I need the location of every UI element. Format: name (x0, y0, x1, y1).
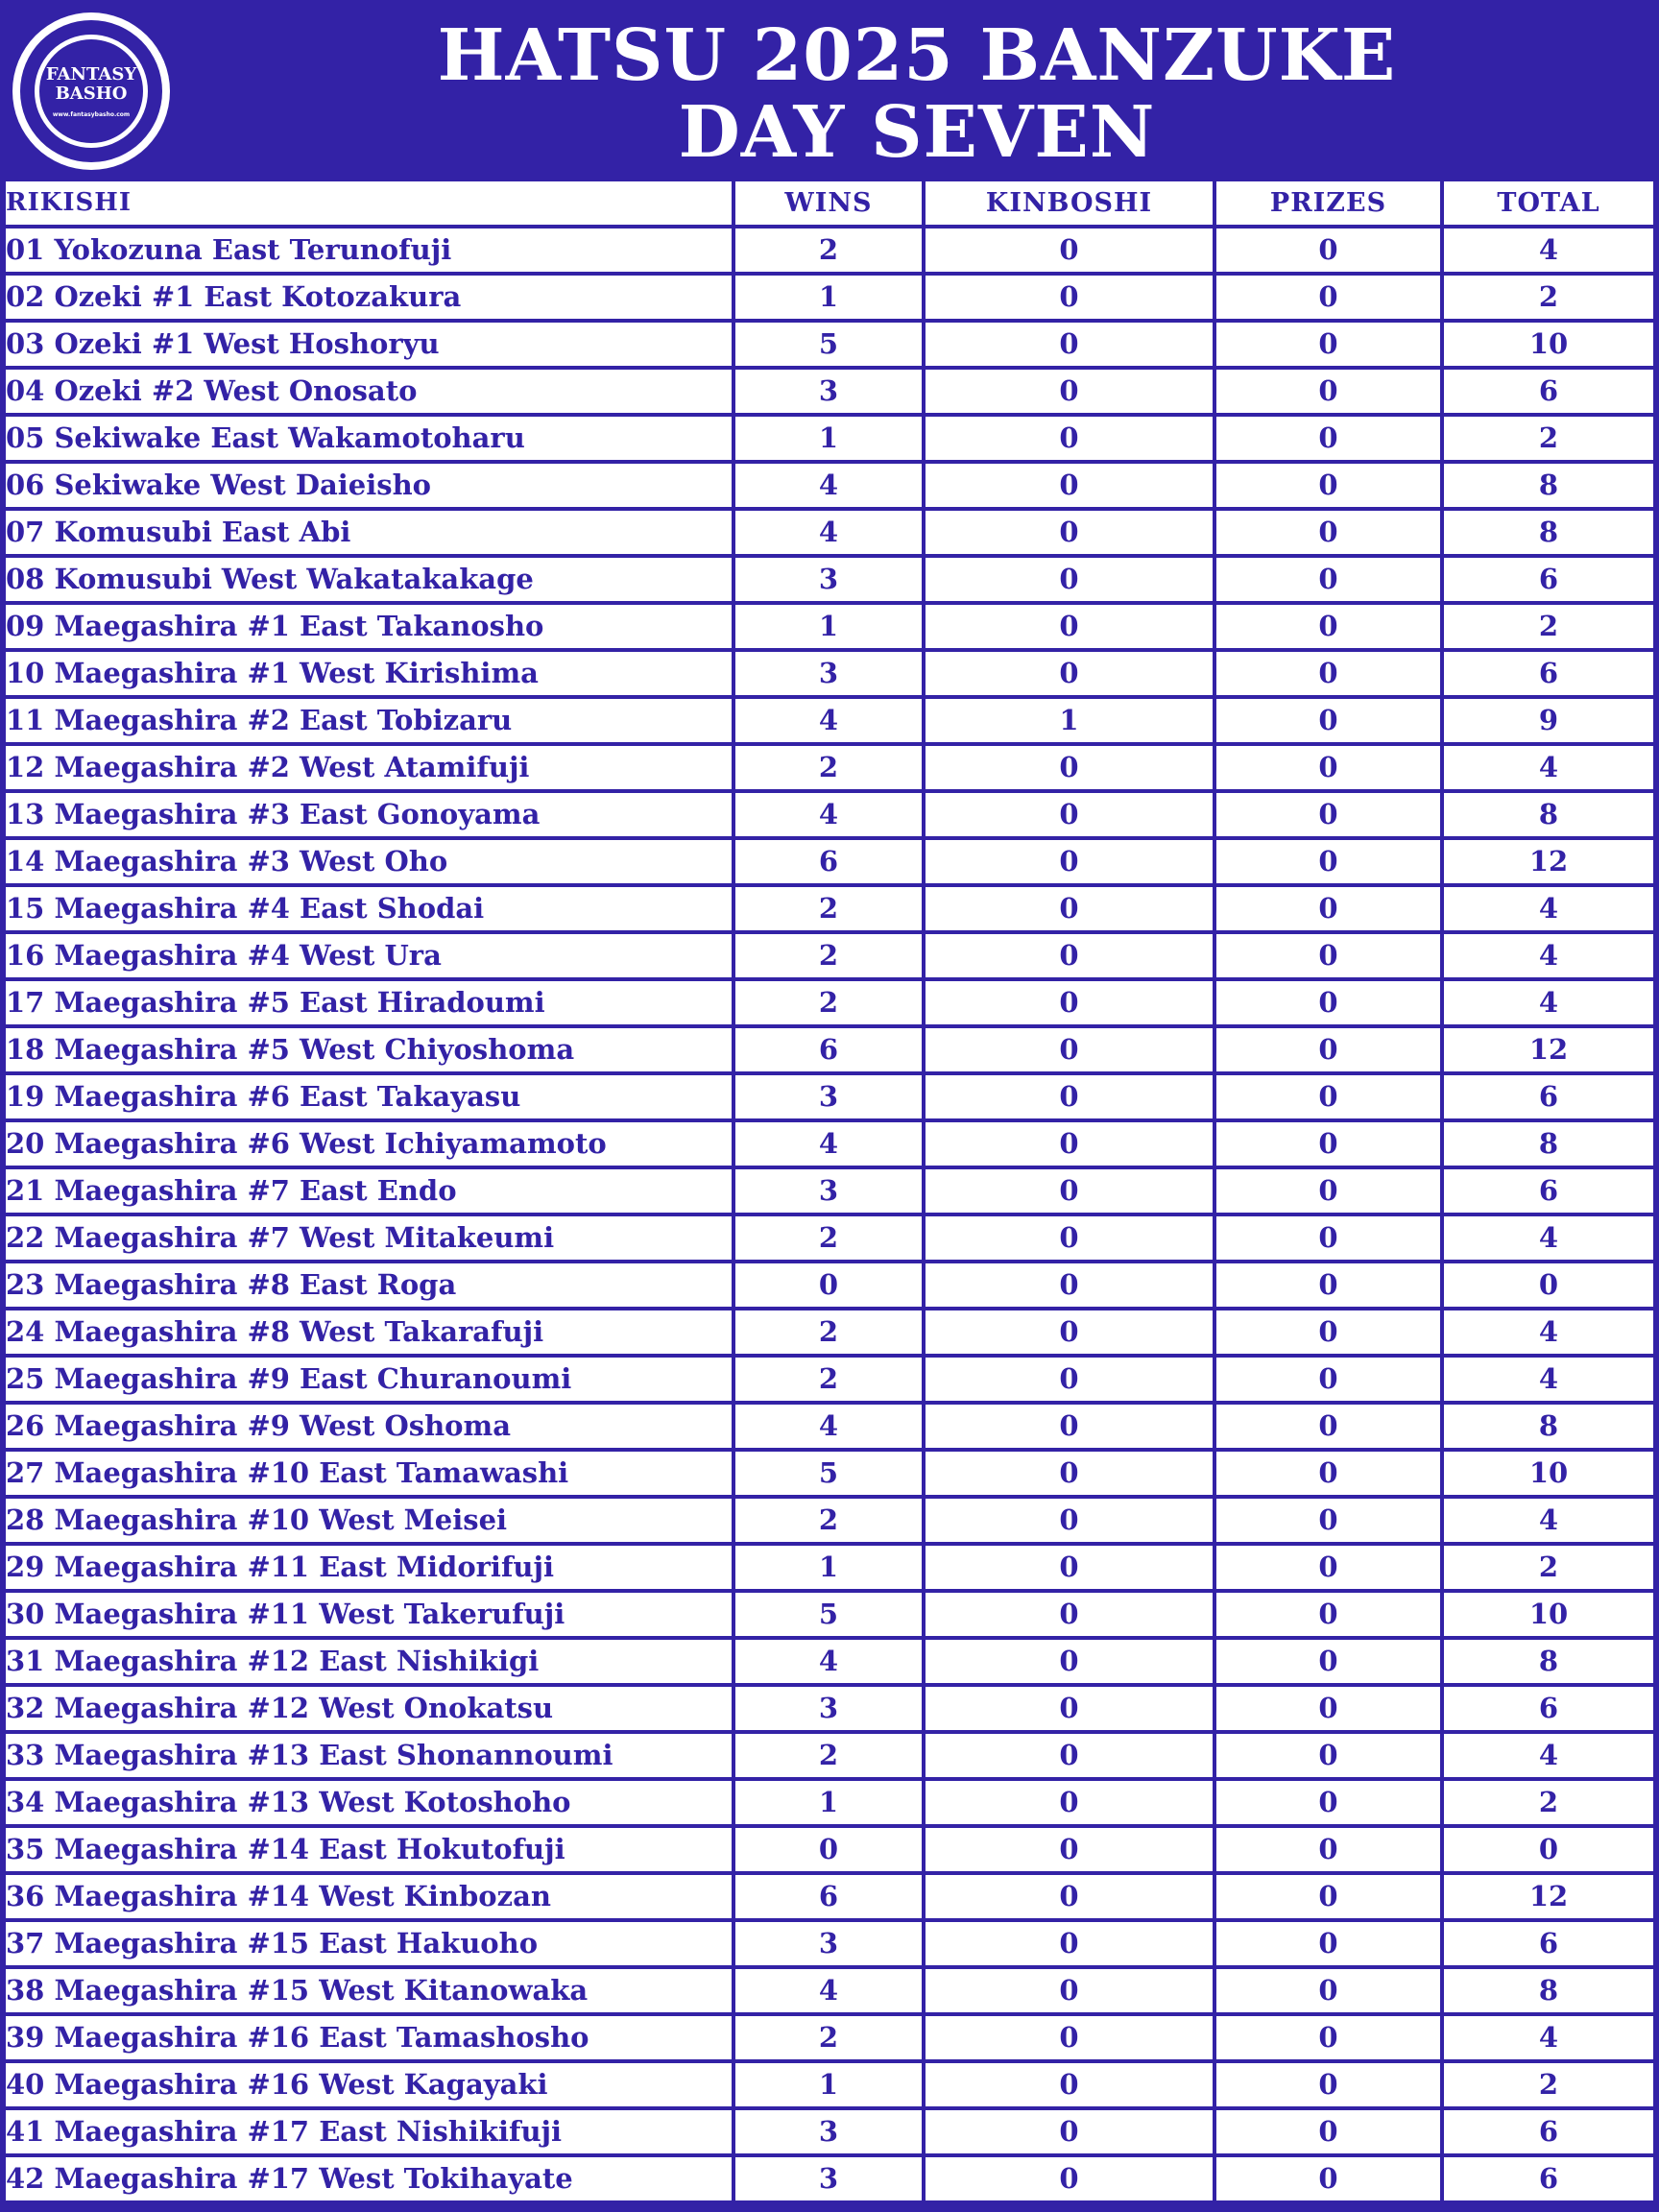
prizes-cell: 0 (1216, 981, 1440, 1024)
kinboshi-cell: 0 (926, 370, 1213, 413)
total-cell: 2 (1444, 2063, 1653, 2106)
wins-cell: 4 (735, 699, 922, 742)
total-cell: 4 (1444, 934, 1653, 977)
banzuke-table (0, 178, 1659, 2199)
prizes-cell: 0 (1216, 464, 1440, 507)
kinboshi-cell: 0 (926, 464, 1213, 507)
title-line-1: HATSU 2025 BANZUKE (437, 14, 1397, 97)
rikishi-cell: 42 Maegashira #17 West Tokihayate (6, 2157, 732, 2200)
wins-cell: 4 (735, 1405, 922, 1448)
total-cell: 2 (1444, 417, 1653, 460)
table-row (0, 1169, 1659, 1213)
kinboshi-cell: 0 (926, 1263, 1213, 1307)
total-cell: 10 (1444, 323, 1653, 366)
table-row (0, 746, 1659, 789)
wins-cell: 1 (735, 276, 922, 319)
wins-cell: 2 (735, 887, 922, 930)
total-cell: 8 (1444, 1640, 1653, 1683)
rikishi-cell: 21 Maegashira #7 East Endo (6, 1169, 732, 1213)
wins-cell: 1 (735, 605, 922, 648)
kinboshi-cell: 0 (926, 1358, 1213, 1401)
rikishi-cell: 05 Sekiwake East Wakamotoharu (6, 417, 732, 460)
table-row (0, 1969, 1659, 2012)
table-row (0, 370, 1659, 413)
kinboshi-cell: 0 (926, 981, 1213, 1024)
rikishi-cell: 35 Maegashira #14 East Hokutofuji (6, 1828, 732, 1871)
table-row (0, 1452, 1659, 1495)
wins-cell: 2 (735, 1734, 922, 1777)
prizes-cell: 0 (1216, 1734, 1440, 1777)
prizes-cell: 0 (1216, 1828, 1440, 1871)
rikishi-cell: 03 Ozeki #1 West Hoshoryu (6, 323, 732, 366)
total-cell: 4 (1444, 1216, 1653, 1260)
table-row (0, 2063, 1659, 2106)
wins-cell: 3 (735, 1169, 922, 1213)
prizes-cell: 0 (1216, 1310, 1440, 1354)
rikishi-cell: 34 Maegashira #13 West Kotoshoho (6, 1781, 732, 1824)
table-row (0, 323, 1659, 366)
table-row (0, 793, 1659, 836)
kinboshi-cell: 0 (926, 1969, 1213, 2012)
table-row (0, 699, 1659, 742)
table-row (0, 1310, 1659, 1354)
prizes-cell: 0 (1216, 1405, 1440, 1448)
prizes-cell: 0 (1216, 1546, 1440, 1589)
table-row (0, 1828, 1659, 1871)
logo-inner-circle (35, 35, 148, 148)
rikishi-cell: 22 Maegashira #7 West Mitakeumi (6, 1216, 732, 1260)
rikishi-cell: 33 Maegashira #13 East Shonannoumi (6, 1734, 732, 1777)
kinboshi-cell: 0 (926, 1781, 1213, 1824)
wins-cell: 1 (735, 1781, 922, 1824)
kinboshi-cell: 0 (926, 2110, 1213, 2153)
table-row (0, 1358, 1659, 1401)
wins-cell: 2 (735, 746, 922, 789)
table-row (0, 1499, 1659, 1542)
rikishi-cell: 40 Maegashira #16 West Kagayaki (6, 2063, 732, 2106)
rikishi-cell: 07 Komusubi East Abi (6, 511, 732, 554)
wins-cell: 1 (735, 417, 922, 460)
kinboshi-cell: 0 (926, 228, 1213, 272)
table-row (0, 1075, 1659, 1118)
total-cell: 0 (1444, 1828, 1653, 1871)
rikishi-cell: 11 Maegashira #2 East Tobizaru (6, 699, 732, 742)
wins-cell: 2 (735, 1358, 922, 1401)
kinboshi-cell: 0 (926, 1075, 1213, 1118)
prizes-cell: 0 (1216, 793, 1440, 836)
kinboshi-cell: 0 (926, 652, 1213, 695)
rikishi-cell: 23 Maegashira #8 East Roga (6, 1263, 732, 1307)
prizes-cell: 0 (1216, 1593, 1440, 1636)
prizes-cell: 0 (1216, 323, 1440, 366)
rikishi-cell: 16 Maegashira #4 West Ura (6, 934, 732, 977)
rikishi-cell: 19 Maegashira #6 East Takayasu (6, 1075, 732, 1118)
prizes-cell: 0 (1216, 1216, 1440, 1260)
prizes-cell: 0 (1216, 1687, 1440, 1730)
rikishi-cell: 28 Maegashira #10 West Meisei (6, 1499, 732, 1542)
column-header-prizes: PRIZES (1216, 181, 1440, 225)
rikishi-cell: 04 Ozeki #2 West Onosato (6, 370, 732, 413)
rikishi-cell: 14 Maegashira #3 West Oho (6, 840, 732, 883)
prizes-cell: 0 (1216, 1781, 1440, 1824)
prizes-cell: 0 (1216, 2110, 1440, 2153)
kinboshi-cell: 0 (926, 1452, 1213, 1495)
page-title (192, 14, 1642, 174)
table-row (0, 228, 1659, 272)
total-cell: 4 (1444, 2016, 1653, 2059)
total-cell: 4 (1444, 1499, 1653, 1542)
table-row (0, 605, 1659, 648)
rikishi-cell: 38 Maegashira #15 West Kitanowaka (6, 1969, 732, 2012)
column-header-total: TOTAL (1444, 181, 1653, 225)
total-cell: 8 (1444, 464, 1653, 507)
wins-cell: 5 (735, 1452, 922, 1495)
column-header-wins: WINS (735, 181, 922, 225)
total-cell: 8 (1444, 511, 1653, 554)
total-cell: 2 (1444, 1781, 1653, 1824)
wins-cell: 2 (735, 2016, 922, 2059)
prizes-cell: 0 (1216, 1028, 1440, 1071)
kinboshi-cell: 0 (926, 1640, 1213, 1683)
rikishi-cell: 31 Maegashira #12 East Nishikigi (6, 1640, 732, 1683)
prizes-cell: 0 (1216, 1922, 1440, 1965)
kinboshi-cell: 1 (926, 699, 1213, 742)
wins-cell: 3 (735, 2157, 922, 2200)
table-row (0, 1875, 1659, 1918)
kinboshi-cell: 0 (926, 1593, 1213, 1636)
table-row (0, 1734, 1659, 1777)
wins-cell: 4 (735, 464, 922, 507)
rikishi-cell: 37 Maegashira #15 East Hakuoho (6, 1922, 732, 1965)
prizes-cell: 0 (1216, 1499, 1440, 1542)
wins-cell: 4 (735, 793, 922, 836)
table-row (0, 1781, 1659, 1824)
wins-cell: 0 (735, 1263, 922, 1307)
wins-cell: 0 (735, 1828, 922, 1871)
wins-cell: 3 (735, 558, 922, 601)
total-cell: 2 (1444, 1546, 1653, 1589)
total-cell: 6 (1444, 2110, 1653, 2153)
total-cell: 0 (1444, 1263, 1653, 1307)
prizes-cell: 0 (1216, 2157, 1440, 2200)
logo-url-text: www.fantasybasho.com (52, 110, 131, 118)
prizes-cell: 0 (1216, 605, 1440, 648)
prizes-cell: 0 (1216, 1122, 1440, 1166)
kinboshi-cell: 0 (926, 605, 1213, 648)
wins-cell: 6 (735, 1875, 922, 1918)
rikishi-cell: 36 Maegashira #14 West Kinbozan (6, 1875, 732, 1918)
total-cell: 2 (1444, 276, 1653, 319)
kinboshi-cell: 0 (926, 1216, 1213, 1260)
total-cell: 6 (1444, 558, 1653, 601)
prizes-cell: 0 (1216, 1969, 1440, 2012)
total-cell: 9 (1444, 699, 1653, 742)
total-cell: 6 (1444, 1687, 1653, 1730)
wins-cell: 5 (735, 1593, 922, 1636)
wins-cell: 2 (735, 1310, 922, 1354)
wins-cell: 4 (735, 1640, 922, 1683)
prizes-cell: 0 (1216, 228, 1440, 272)
total-cell: 6 (1444, 1169, 1653, 1213)
total-cell: 10 (1444, 1452, 1653, 1495)
rikishi-cell: 17 Maegashira #5 East Hiradoumi (6, 981, 732, 1024)
kinboshi-cell: 0 (926, 417, 1213, 460)
kinboshi-cell: 0 (926, 1875, 1213, 1918)
total-cell: 8 (1444, 1122, 1653, 1166)
wins-cell: 3 (735, 1075, 922, 1118)
rikishi-cell: 10 Maegashira #1 West Kirishima (6, 652, 732, 695)
kinboshi-cell: 0 (926, 276, 1213, 319)
prizes-cell: 0 (1216, 370, 1440, 413)
wins-cell: 6 (735, 840, 922, 883)
logo-text-line1: FANTASY (45, 63, 137, 84)
kinboshi-cell: 0 (926, 1687, 1213, 1730)
table-row (0, 1216, 1659, 1260)
wins-cell: 1 (735, 1546, 922, 1589)
title-line-2: DAY SEVEN (678, 91, 1156, 174)
prizes-cell: 0 (1216, 2063, 1440, 2106)
table-row (0, 1546, 1659, 1589)
table-row (0, 934, 1659, 977)
total-cell: 12 (1444, 1028, 1653, 1071)
table-row (0, 1922, 1659, 1965)
wins-cell: 2 (735, 1216, 922, 1260)
kinboshi-cell: 0 (926, 1169, 1213, 1213)
total-cell: 8 (1444, 793, 1653, 836)
total-cell: 6 (1444, 1075, 1653, 1118)
table-row (0, 558, 1659, 601)
total-cell: 4 (1444, 746, 1653, 789)
kinboshi-cell: 0 (926, 1546, 1213, 1589)
prizes-cell: 0 (1216, 934, 1440, 977)
prizes-cell: 0 (1216, 699, 1440, 742)
table-row (0, 2110, 1659, 2153)
rikishi-cell: 06 Sekiwake West Daieisho (6, 464, 732, 507)
table-row (0, 276, 1659, 319)
wins-cell: 6 (735, 1028, 922, 1071)
kinboshi-cell: 0 (926, 2157, 1213, 2200)
rikishi-cell: 08 Komusubi West Wakatakakage (6, 558, 732, 601)
table-row (0, 1263, 1659, 1307)
prizes-cell: 0 (1216, 840, 1440, 883)
table-row (0, 464, 1659, 507)
total-cell: 6 (1444, 370, 1653, 413)
wins-cell: 5 (735, 323, 922, 366)
table-row (0, 1593, 1659, 1636)
table-row (0, 417, 1659, 460)
prizes-cell: 0 (1216, 417, 1440, 460)
kinboshi-cell: 0 (926, 934, 1213, 977)
logo-text-line2: BASHO (55, 83, 128, 104)
total-cell: 4 (1444, 228, 1653, 272)
fantasy-basho-logo (12, 12, 170, 170)
rikishi-cell: 12 Maegashira #2 West Atamifuji (6, 746, 732, 789)
table-row (0, 2157, 1659, 2200)
kinboshi-cell: 0 (926, 1122, 1213, 1166)
total-cell: 4 (1444, 887, 1653, 930)
total-cell: 6 (1444, 652, 1653, 695)
prizes-cell: 0 (1216, 887, 1440, 930)
kinboshi-cell: 0 (926, 1734, 1213, 1777)
prizes-cell: 0 (1216, 1452, 1440, 1495)
table-row (0, 1028, 1659, 1071)
prizes-cell: 0 (1216, 1263, 1440, 1307)
page-header (0, 0, 1659, 177)
prizes-cell: 0 (1216, 1075, 1440, 1118)
table-row (0, 1640, 1659, 1683)
total-cell: 2 (1444, 605, 1653, 648)
kinboshi-cell: 0 (926, 840, 1213, 883)
prizes-cell: 0 (1216, 558, 1440, 601)
table-row (0, 840, 1659, 883)
wins-cell: 2 (735, 228, 922, 272)
prizes-cell: 0 (1216, 276, 1440, 319)
wins-cell: 2 (735, 1499, 922, 1542)
rikishi-cell: 30 Maegashira #11 West Takerufuji (6, 1593, 732, 1636)
table-row (0, 652, 1659, 695)
kinboshi-cell: 0 (926, 323, 1213, 366)
rikishi-cell: 27 Maegashira #10 East Tamawashi (6, 1452, 732, 1495)
table-row (0, 1405, 1659, 1448)
wins-cell: 3 (735, 1922, 922, 1965)
rikishi-cell: 09 Maegashira #1 East Takanosho (6, 605, 732, 648)
kinboshi-cell: 0 (926, 1499, 1213, 1542)
total-cell: 4 (1444, 981, 1653, 1024)
kinboshi-cell: 0 (926, 1405, 1213, 1448)
kinboshi-cell: 0 (926, 887, 1213, 930)
logo-ring (20, 20, 162, 162)
kinboshi-cell: 0 (926, 746, 1213, 789)
wins-cell: 4 (735, 1122, 922, 1166)
wins-cell: 4 (735, 1969, 922, 2012)
prizes-cell: 0 (1216, 511, 1440, 554)
rikishi-cell: 25 Maegashira #9 East Churanoumi (6, 1358, 732, 1401)
rikishi-cell: 24 Maegashira #8 West Takarafuji (6, 1310, 732, 1354)
rikishi-cell: 32 Maegashira #12 West Onokatsu (6, 1687, 732, 1730)
kinboshi-cell: 0 (926, 511, 1213, 554)
table-row (0, 1122, 1659, 1166)
kinboshi-cell: 0 (926, 1828, 1213, 1871)
rikishi-cell: 39 Maegashira #16 East Tamashosho (6, 2016, 732, 2059)
total-cell: 4 (1444, 1358, 1653, 1401)
rikishi-cell: 02 Ozeki #1 East Kotozakura (6, 276, 732, 319)
total-cell: 12 (1444, 840, 1653, 883)
rikishi-cell: 29 Maegashira #11 East Midorifuji (6, 1546, 732, 1589)
rikishi-cell: 18 Maegashira #5 West Chiyoshoma (6, 1028, 732, 1071)
table-row (0, 887, 1659, 930)
total-cell: 10 (1444, 1593, 1653, 1636)
wins-cell: 3 (735, 1687, 922, 1730)
column-header-rikishi: RIKISHI (6, 181, 732, 225)
total-cell: 6 (1444, 1922, 1653, 1965)
prizes-cell: 0 (1216, 652, 1440, 695)
total-cell: 8 (1444, 1405, 1653, 1448)
wins-cell: 3 (735, 652, 922, 695)
rikishi-cell: 13 Maegashira #3 East Gonoyama (6, 793, 732, 836)
kinboshi-cell: 0 (926, 2063, 1213, 2106)
rikishi-cell: 20 Maegashira #6 West Ichiyamamoto (6, 1122, 732, 1166)
column-header-kinboshi: KINBOSHI (926, 181, 1213, 225)
rikishi-cell: 26 Maegashira #9 West Oshoma (6, 1405, 732, 1448)
kinboshi-cell: 0 (926, 2016, 1213, 2059)
kinboshi-cell: 0 (926, 1922, 1213, 1965)
total-cell: 4 (1444, 1310, 1653, 1354)
kinboshi-cell: 0 (926, 1028, 1213, 1071)
table-row (0, 1687, 1659, 1730)
wins-cell: 3 (735, 2110, 922, 2153)
total-cell: 4 (1444, 1734, 1653, 1777)
rikishi-cell: 41 Maegashira #17 East Nishikifuji (6, 2110, 732, 2153)
wins-cell: 1 (735, 2063, 922, 2106)
prizes-cell: 0 (1216, 2016, 1440, 2059)
prizes-cell: 0 (1216, 1169, 1440, 1213)
table-row (0, 2016, 1659, 2059)
wins-cell: 3 (735, 370, 922, 413)
table-row (0, 981, 1659, 1024)
rikishi-cell: 15 Maegashira #4 East Shodai (6, 887, 732, 930)
kinboshi-cell: 0 (926, 558, 1213, 601)
prizes-cell: 0 (1216, 1358, 1440, 1401)
prizes-cell: 0 (1216, 1875, 1440, 1918)
prizes-cell: 0 (1216, 746, 1440, 789)
wins-cell: 2 (735, 934, 922, 977)
wins-cell: 2 (735, 981, 922, 1024)
prizes-cell: 0 (1216, 1640, 1440, 1683)
table-row (0, 511, 1659, 554)
rikishi-cell: 01 Yokozuna East Terunofuji (6, 228, 732, 272)
total-cell: 8 (1444, 1969, 1653, 2012)
table-header-row (0, 181, 1659, 225)
kinboshi-cell: 0 (926, 793, 1213, 836)
total-cell: 12 (1444, 1875, 1653, 1918)
wins-cell: 4 (735, 511, 922, 554)
total-cell: 6 (1444, 2157, 1653, 2200)
kinboshi-cell: 0 (926, 1310, 1213, 1354)
